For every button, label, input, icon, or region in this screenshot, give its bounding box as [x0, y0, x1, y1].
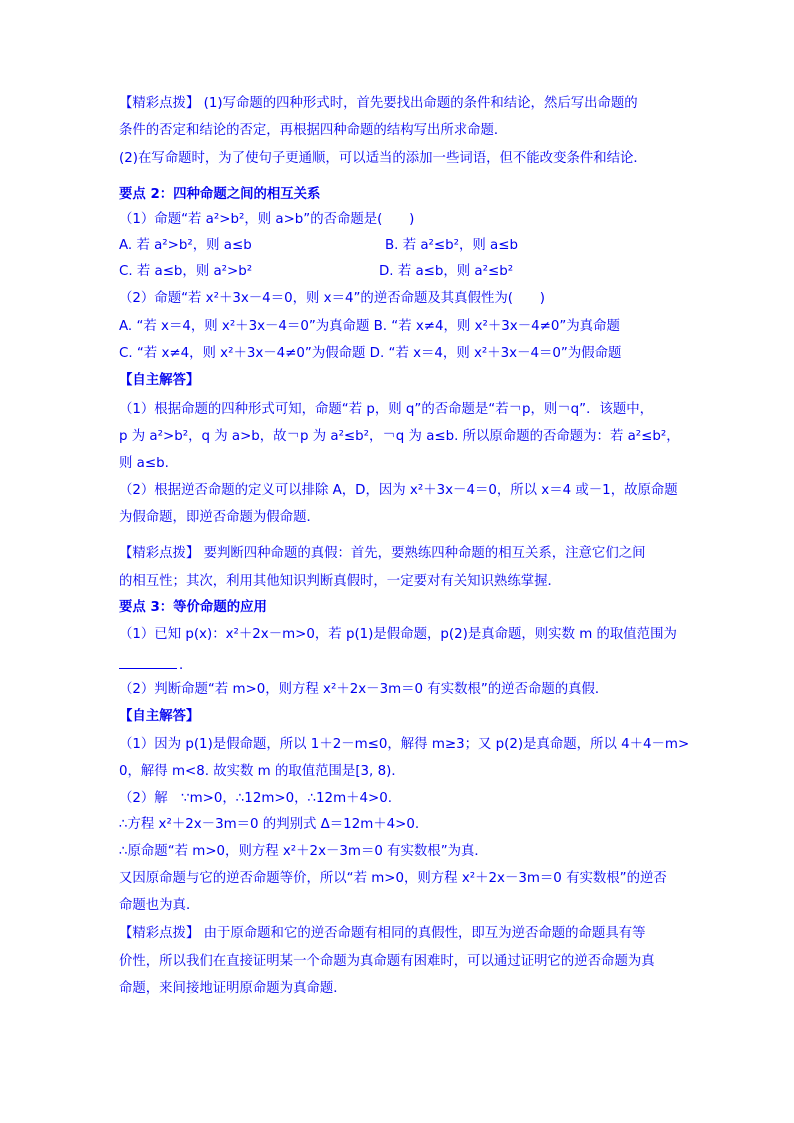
answer-1-line-1: （1）根据命题的四种形式可知，命题“若 p，则 q”的否命题是“若￢p，则￢q”．该题中， — [119, 402, 654, 417]
answer-1-line-3: 则 a≤b. — [119, 456, 169, 471]
tip-3-line-1: 【精彩点拨】 由于原命题和它的逆否命题有相同的真假性，即互为逆否命题的命题具有等 — [119, 926, 646, 941]
option-a: A. 若 a²>b²，则 a≤b — [119, 238, 252, 253]
question-1-stem: （1）命题“若 a²>b²，则 a>b”的否命题是( ) — [119, 212, 415, 227]
answer-heading-2: 【自主解答】 — [119, 709, 200, 724]
tip-2-line-2: 的相互性；其次，利用其他知识判断真假时，一定要对有关知识熟练掌握． — [119, 574, 561, 589]
blank-period: ． — [179, 658, 193, 673]
question-3-line-2 — [119, 656, 679, 674]
answer-4-line-3: ∴原命题“若 m>0，则方程 x²＋2x－3m＝0 有实数根”为真． — [119, 844, 488, 859]
tip-paragraph-1-line-2: 条件的否定和结论的否定，再根据四种命题的结构写出所求命题． — [119, 123, 508, 138]
tip-paragraph-2: (2)在写命题时，为了使句子更通顺，可以适当的添加一些词语，但不能改变条件和结论． — [119, 151, 647, 166]
options-ab: A. “若 x＝4，则 x²＋3x－4＝0”为真命题 B. “若 x≠4，则 x²＋3x－4≠0”为真命题 — [119, 319, 620, 334]
options-cd: C. “若 x≠4，则 x²＋3x－4≠0”为假命题 D. “若 x＝4，则 x²＋3x－4＝0”为假命题 — [119, 346, 622, 361]
option-d: D. 若 a≤b，则 a²≤b² — [379, 264, 514, 279]
answer-blank — [119, 656, 177, 669]
answer-4-line-2: ∴方程 x²＋2x－3m＝0 的判别式 Δ＝12m＋4>0. — [119, 817, 420, 832]
question-4-stem: （2）判断命题“若 m>0，则方程 x²＋2x－3m＝0 有实数根”的逆否命题的真假． — [119, 682, 609, 697]
tip-3-line-3: 命题，来间接地证明原命题为真命题． — [119, 981, 347, 996]
section-heading-2: 要点 2：四种命题之间的相互关系 — [119, 187, 321, 202]
answer-2-line-2: 为假命题，即逆否命题为假命题． — [119, 510, 320, 525]
answer-3-line-2: 0，解得 m<8. 故实数 m 的取值范围是[3, 8)． — [119, 764, 405, 779]
section-heading-3: 要点 3：等价命题的应用 — [119, 600, 267, 615]
option-c: C. 若 a≤b，则 a²>b² — [119, 264, 253, 279]
option-b: B. 若 a²≤b²，则 a≤b — [385, 238, 518, 253]
tip-2-line-1: 【精彩点拨】 要判断四种命题的真假：首先，要熟练四种命题的相互关系，注意它们之间 — [119, 546, 646, 561]
answer-2-line-1: （2）根据逆否命题的定义可以排除 A，D，因为 x²＋3x－4＝0，所以 x＝4 或－1，故原命题 — [119, 483, 678, 498]
answer-4-line-1: （2）解 ∵m>0，∴12m>0，∴12m＋4>0. — [119, 791, 393, 806]
answer-3-line-1: （1）因为 p(1)是假命题，所以 1＋2－m≤0，解得 m≥3；又 p(2)是真命题，所以 4＋4－m> — [119, 737, 690, 752]
tip-paragraph-1-line-1: 【精彩点拨】 (1)写命题的四种形式时，首先要找出命题的条件和结论，然后写出命题的 — [119, 96, 638, 111]
tip-3-line-2: 价性，所以我们在直接证明某一个命题为真命题有困难时，可以通过证明它的逆否命题为真 — [119, 954, 655, 969]
question-2-stem: （2）命题“若 x²＋3x－4＝0，则 x＝4”的逆否命题及其真假性为( ) — [119, 291, 545, 306]
answer-4-line-4: 又因原命题与它的逆否命题等价，所以“若 m>0，则方程 x²＋2x－3m＝0 有实数根”的逆否 — [119, 871, 667, 886]
answer-4-line-5: 命题也为真． — [119, 898, 200, 913]
answer-1-line-2: p 为 a²>b²，q 为 a>b，故￢p 为 a²≤b²，￢q 为 a≤b. 所以原命题的否命题为：若 a²≤b²， — [119, 429, 680, 444]
answer-heading: 【自主解答】 — [119, 373, 200, 388]
question-3-line-1: （1）已知 p(x)：x²＋2x－m>0，若 p(1)是假命题，p(2)是真命题，则实数 m 的取值范围为 — [119, 627, 677, 642]
